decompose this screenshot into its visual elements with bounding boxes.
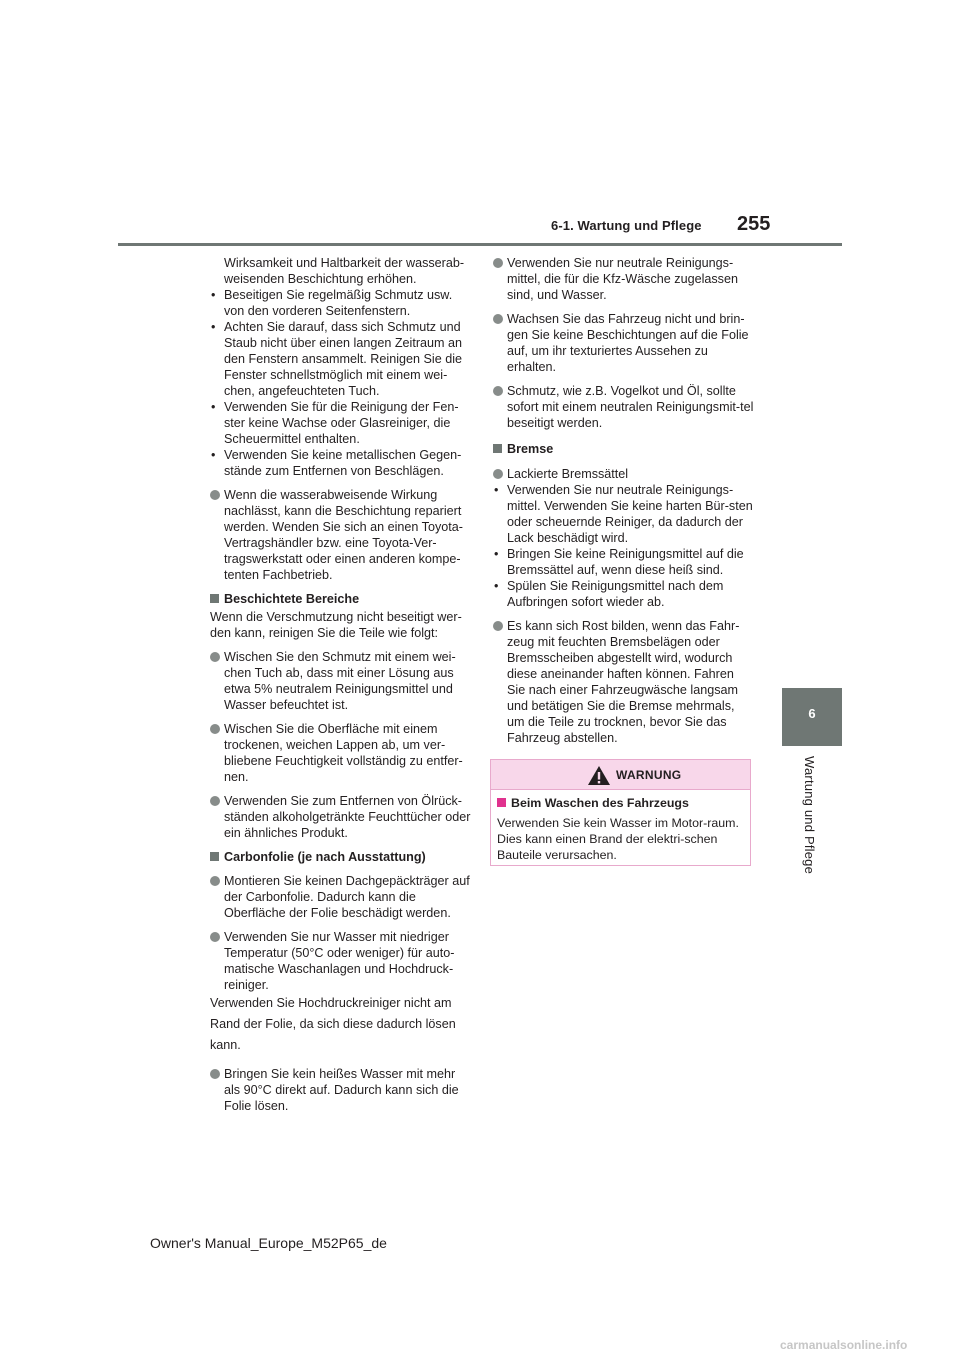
list-item-text: Bringen Sie keine Reinigungsmittel auf die Bremssättel auf, wenn diese heiß sind. (507, 547, 744, 577)
list-item-text: Spülen Sie Reinigungsmittel nach dem Aufbringen sofort wieder ab. (507, 579, 724, 609)
bullet-item (210, 1066, 474, 1114)
bullet-item (210, 487, 474, 583)
bullet-icon (493, 621, 503, 631)
bullet-text: Bringen Sie kein heißes Wasser mit mehr als 90°C direkt auf. Dadurch kann sich die Folie lösen. (224, 1067, 459, 1113)
bullet-text: Wachsen Sie das Fahrzeug nicht und brin-gen Sie keine Beschichtungen auf die Folie auf, um ihr texturiertes Aussehen zu erhalten. (507, 312, 749, 374)
note-line: kann. (210, 1038, 241, 1052)
square-icon (497, 798, 506, 807)
intro-continuation: Wirksamkeit und Haltbarkeit der wasserab-weisenden Beschichtung erhöhen. (224, 256, 465, 286)
bullet-item (210, 649, 474, 713)
heading-text: Bremse (507, 442, 554, 456)
bullet-text: Verwenden Sie nur neutrale Reinigungs-mittel, die für die Kfz-Wäsche zugelassen sind, und Wasser. (507, 256, 738, 302)
bullet-item (493, 383, 755, 431)
bullet-item (210, 721, 474, 785)
warning-title: WARNUNG (616, 768, 682, 782)
bullet-icon (493, 258, 503, 268)
bullet-icon (210, 490, 220, 500)
note-line: Rand der Folie, da sich diese dadurch lösen (210, 1017, 456, 1031)
bullet-text: Montieren Sie keinen Dachgepäckträger auf der Carbonfolie. Dadurch kann die Oberfläche der Folie beschädigt werden. (224, 874, 470, 920)
bullet-icon (210, 652, 220, 662)
header-divider (118, 243, 842, 246)
warning-box (490, 759, 751, 866)
square-icon (210, 852, 219, 861)
bullet-text: Verwenden Sie zum Entfernen von Ölrück-ständen alkoholgetränkte Feuchttücher oder ein ähnliches Produkt. (224, 794, 471, 840)
bullet-item (493, 255, 755, 303)
right-column (493, 255, 755, 754)
warning-triangle-icon (587, 765, 611, 786)
section-heading (210, 849, 474, 865)
bullet-text: Wischen Sie die Oberfläche mit einem trockenen, weichen Lappen ab, um ver-bliebene Feuchtigkeit vollständig zu entfer-nen. (224, 722, 463, 784)
list-item: • Spülen Sie Reinigungsmittel nach dem Aufbringen sofort wieder ab. (494, 579, 724, 609)
section-heading (493, 441, 755, 457)
list-item: • Verwenden Sie für die Reinigung der Fen-ster keine Wachse oder Glasreiniger, die Scheuermittel enthalten. (211, 400, 459, 446)
bullet-icon (493, 469, 503, 479)
chapter-tab-label: Wartung und Pflege (802, 756, 817, 875)
list-item: • Achten Sie darauf, dass sich Schmutz und Staub nicht über einen langen Zeitraum an den Fenstern ansammelt. Reinigen Sie die Fenster schnellstmöglich mit einem wei-chen, angefeuchteten Tuch. (211, 320, 463, 398)
bullet-item (210, 793, 474, 841)
list-item: • Beseitigen Sie regelmäßig Schmutz usw. von den vorderen Seitenfenstern. (211, 288, 453, 318)
section-heading (210, 591, 474, 607)
list-item-text: Verwenden Sie nur neutrale Reinigungs-mittel. Verwenden Sie keine harten Bür-sten oder scheuernde Reiniger, da dadurch der Lack beschädigt wird. (507, 483, 753, 545)
bullet-icon (210, 796, 220, 806)
bullet-text: Wischen Sie den Schmutz mit einem wei-chen Tuch ab, dass mit einer Lösung aus etwa 5% neutralem Reinigungsmittel und Wasser befeuchtet ist. (224, 650, 456, 712)
list-item: • Verwenden Sie keine metallischen Gegen-stände zum Entfernen von Beschlägen. (211, 448, 462, 478)
carbon-note (210, 993, 474, 1056)
watermark: carmanualsonline.info (780, 1338, 908, 1352)
bullet-text: Wenn die wasserabweisende Wirkung nachlässt, kann die Beschichtung repariert werden. Wenden Sie sich an einen Toyota-Vertragshändler bzw. eine Toyota-Ver-tragswerkstatt oder einen anderen kompe-tenten Fachbetrieb. (224, 488, 463, 582)
section-title: 6-1. Wartung und Pflege (551, 218, 702, 233)
left-column (210, 255, 474, 1122)
bullet-icon (493, 314, 503, 324)
subpoint-list (210, 255, 474, 479)
list-item-text: Achten Sie darauf, dass sich Schmutz und Staub nicht über einen langen Zeitraum an den Fenstern ansammelt. Reinigen Sie die Fenster schnellstmöglich mit einem wei-chen, angefeuchteten Tuch. (224, 320, 463, 398)
bullet-item (493, 466, 755, 610)
list-item-text: Verwenden Sie für die Reinigung der Fen-ster keine Wachse oder Glasreiniger, die Scheuermittel enthalten. (224, 400, 459, 446)
manual-id: Owner's Manual_Europe_M52P65_de (150, 1235, 387, 1251)
note-line: Verwenden Sie Hochdruckreiniger nicht am (210, 996, 452, 1010)
list-item: • Verwenden Sie nur neutrale Reinigungs-mittel. Verwenden Sie keine harten Bür-sten oder scheuernde Reiniger, da dadurch der Lack beschädigt wird. (494, 483, 753, 545)
bullet-text: Es kann sich Rost bilden, wenn das Fahr-zeug mit feuchten Bremsbelägen oder Bremsscheiben abgestellt wird, wodurch diese aneinander haften können. Fahren Sie nach einer Fahrzeugwäsche langsam und betätigen Sie die Bremse mehrmals, um die Teile zu trocknen, bevor Sie das Fahrzeug abstellen. (507, 619, 740, 745)
heading-text: Beschichtete Bereiche (224, 592, 360, 606)
bullet-icon (210, 724, 220, 734)
warning-body (491, 790, 750, 863)
list-item-text: Verwenden Sie keine metallischen Gegen-stände zum Entfernen von Beschlägen. (224, 448, 462, 478)
square-icon (210, 594, 219, 603)
heading-text: Beim Waschen des Fahrzeugs (511, 796, 689, 810)
page-number: 255 (737, 213, 771, 235)
bullet-text: Schmutz, wie z.B. Vogelkot und Öl, sollte sofort mit einem neutralen Reinigungsmit-tel beseitigt werden. (507, 384, 754, 430)
square-icon (493, 444, 502, 453)
list-item: • Bringen Sie keine Reinigungsmittel auf die Bremssättel auf, wenn diese heiß sind. (494, 547, 744, 577)
bullet-text: Lackierte Bremssättel (507, 467, 629, 481)
heading-text: Carbonfolie (je nach Ausstattung) (224, 850, 426, 864)
bullet-item (493, 311, 755, 375)
warning-heading (497, 795, 744, 811)
bullet-icon (210, 876, 220, 886)
chapter-tab: 6 (782, 688, 842, 746)
bullet-item (210, 929, 474, 993)
bullet-item (493, 618, 755, 746)
warning-header (491, 760, 750, 790)
bullet-item (210, 873, 474, 921)
bullet-icon (210, 1069, 220, 1079)
bullet-text: Verwenden Sie nur Wasser mit niedriger Temperatur (50°C oder weniger) für auto-matische Waschanlagen und Hochdruck-reiniger. (224, 930, 455, 992)
warning-text: Verwenden Sie kein Wasser im Motor-raum. Dies kann einen Brand der elektri-schen Bauteile verursachen. (497, 816, 739, 862)
paragraph: Wenn die Verschmutzung nicht beseitigt wer-den kann, reinigen Sie die Teile wie folgt: (210, 610, 462, 640)
bullet-icon (493, 386, 503, 396)
list-item-text: Beseitigen Sie regelmäßig Schmutz usw. von den vorderen Seitenfenstern. (224, 288, 453, 318)
bullet-icon (210, 932, 220, 942)
